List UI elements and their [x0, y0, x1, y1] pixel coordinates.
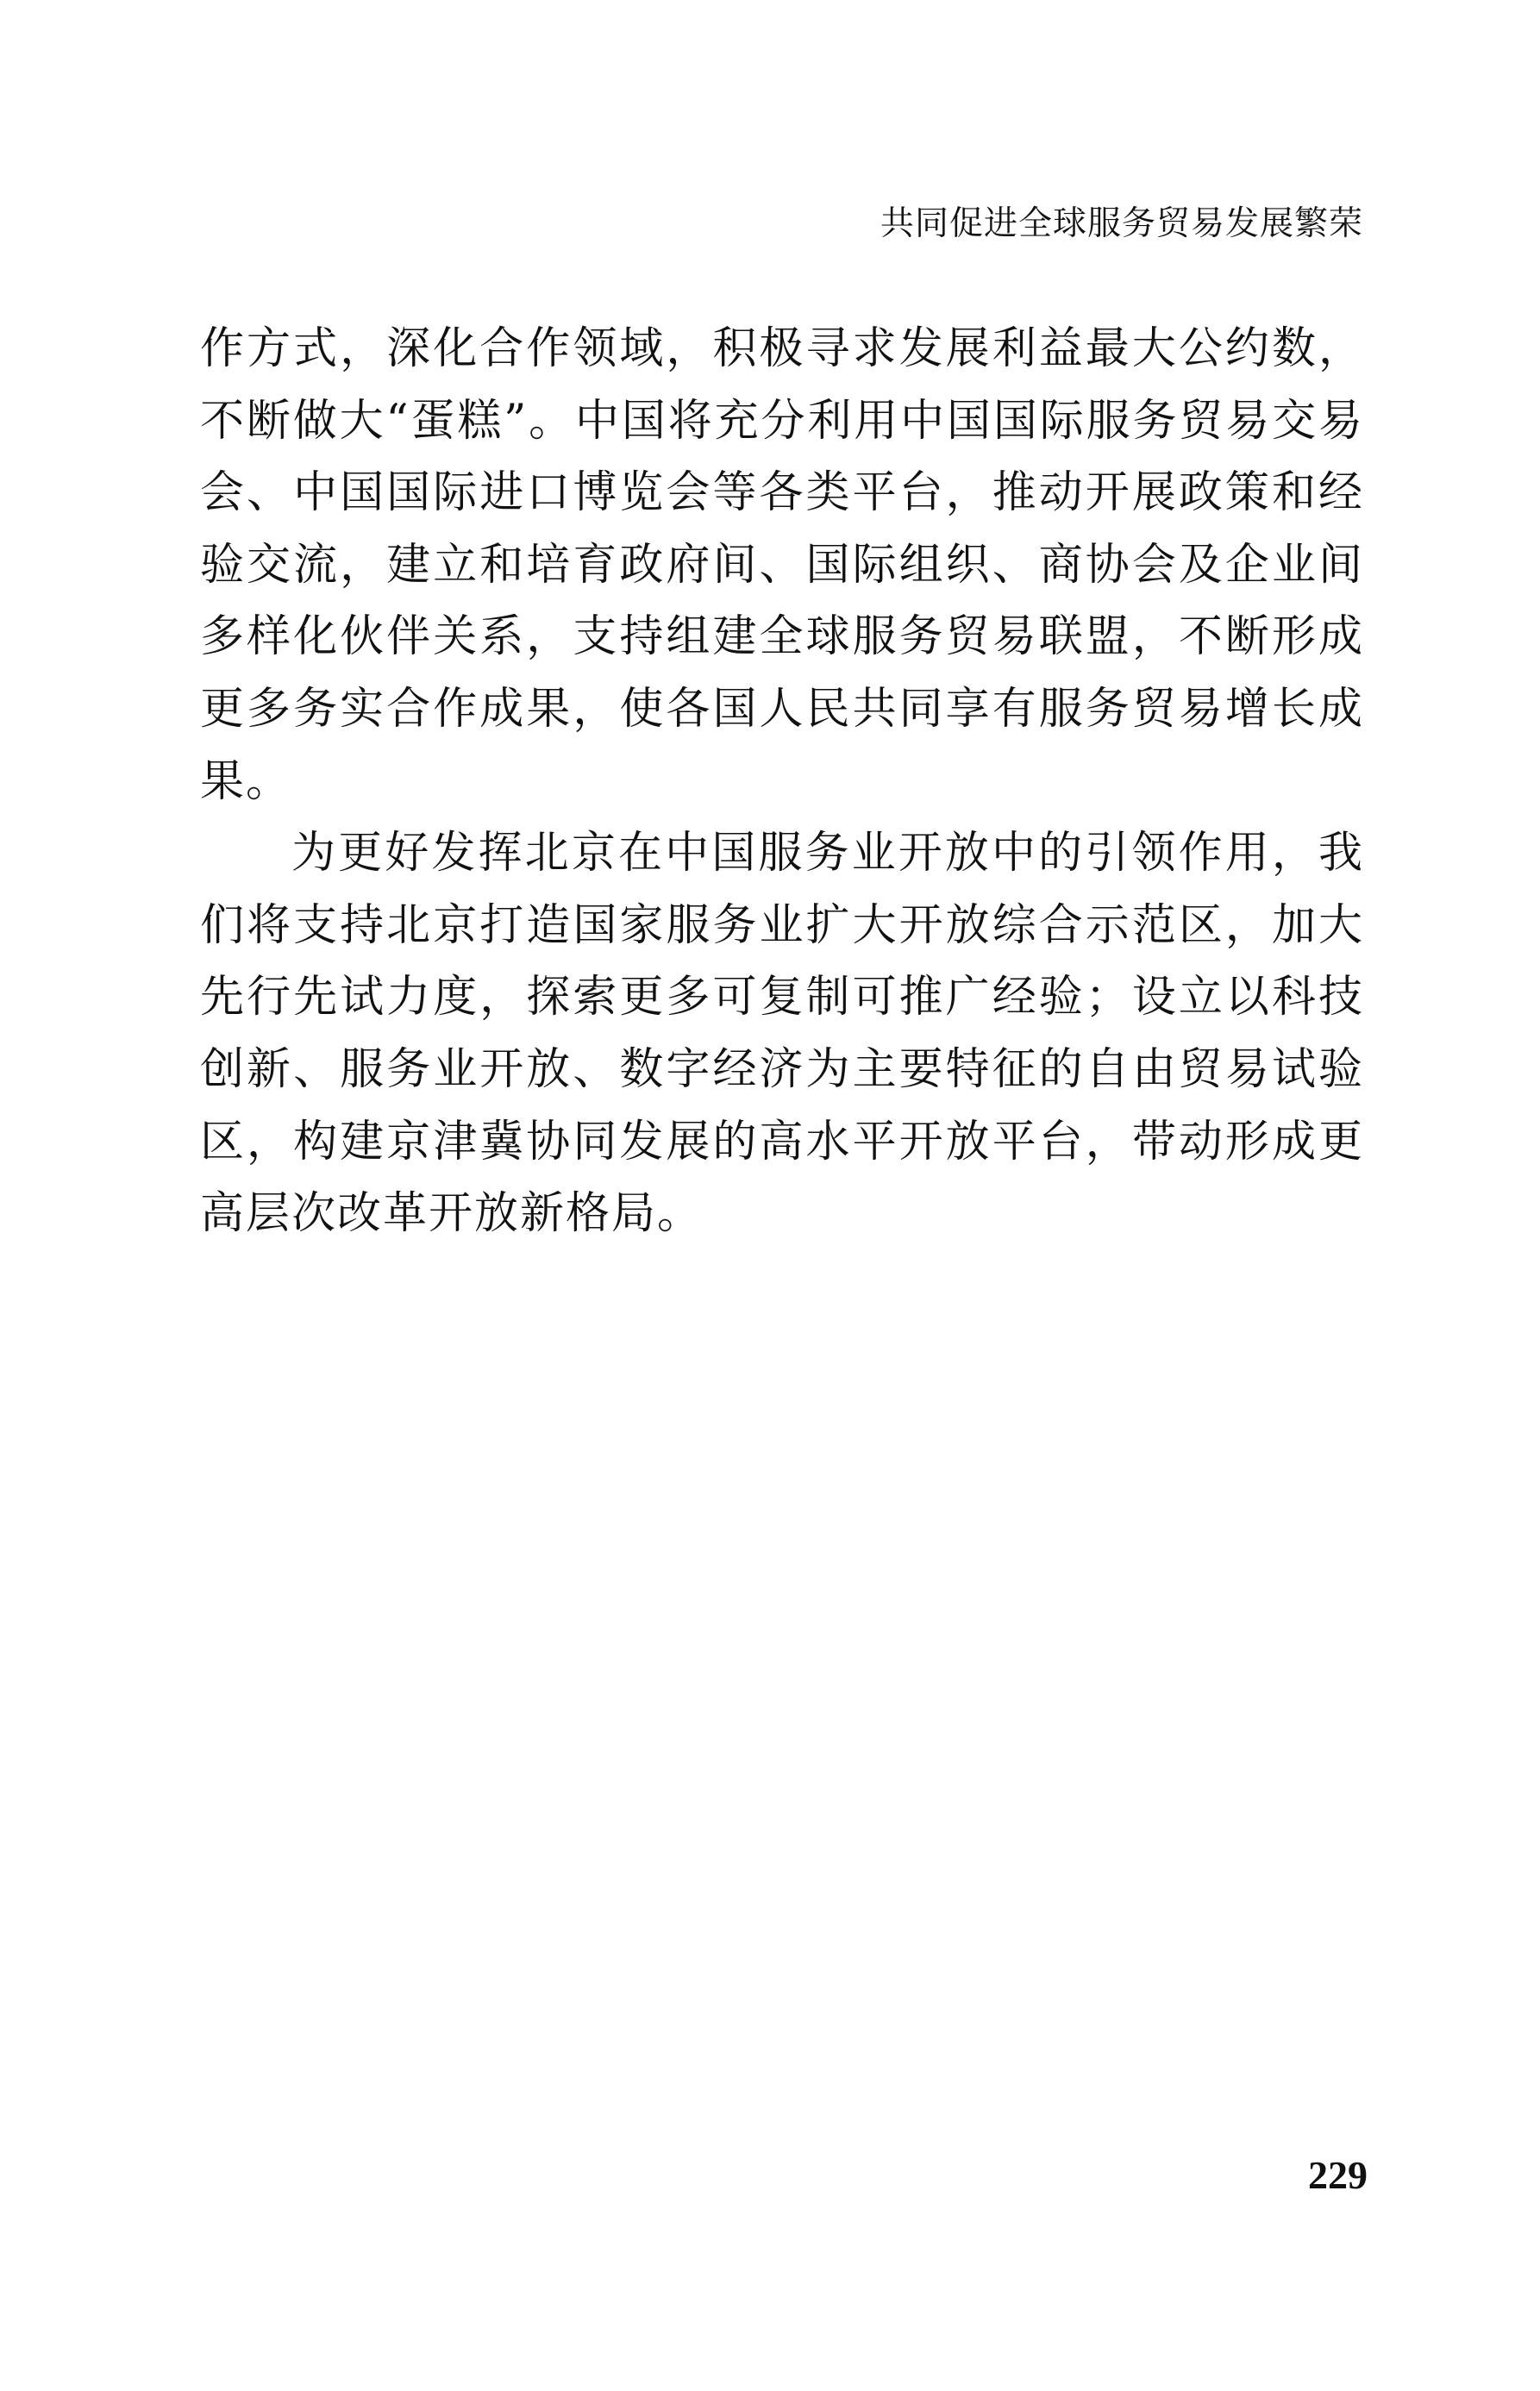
paragraph-continued: 作方式，深化合作领域，积极寻求发展利益最大公约数，不断做大“蛋糕”。中国将充分利用中国国际服务贸易交易会、中国国际进口博览会等各类平台，推动开展政策和经验交流，建立和培育政府间、国际组织、商协会及企业间多样化伙伴关系，支持组建全球服务贸易联盟，不断形成更多务实合作成果，使各国人民共同享有服务贸易增长成果。	[200, 323, 1364, 807]
running-header: 共同促进全球服务贸易发展繁荣	[880, 204, 1363, 243]
paragraph: 为更好发挥北京在中国服务业开放中的引领作用，我们将支持北京打造国家服务业扩大开放综合示范区，加大先行先试力度，探索更多可复制可推广经验；设立以科技创新、服务业开放、数字经济为主要特征的自由贸易试验区，构建京津冀协同发展的高水平开放平台，带动形成更高层次改革开放新格局。	[200, 828, 1364, 1240]
page-number: 229	[1308, 2153, 1368, 2197]
body-text	[200, 313, 1364, 1250]
